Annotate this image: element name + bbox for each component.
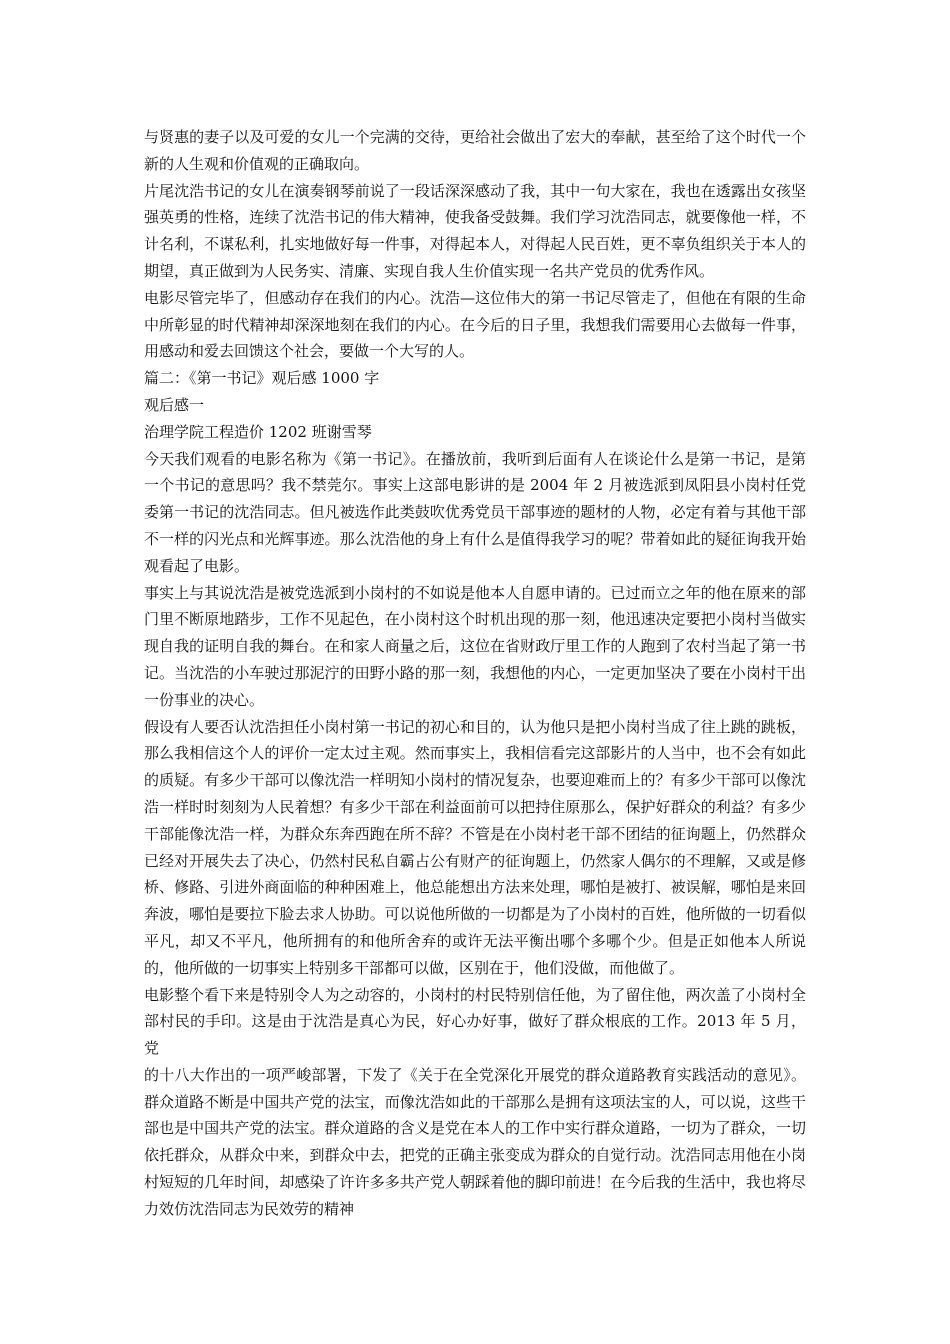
section-heading: 篇二：《第一书记》观后感 1000 字 (144, 369, 380, 388)
paragraph-7: 电影整个看下来是特别令人为之动容的，小岗村的村民特别信任他，为了留住他，两次盖了小岗村全部村民的手印。这是由于沈浩是真心为民，好心办好事，做好了群众根底的工作。2013 年 5 月，党 (144, 985, 806, 1058)
author-line: 治理学院工程造价 1202 班谢雪琴 (144, 422, 372, 441)
paragraph-3: 电影尽管完毕了，但感动存在我们的内心。沈浩—这位伟大的第一书记尽管走了，但他在有限的生命中所彰显的时代精神却深深地刻在我们的内心。在今后的日子里，我想我们需要用心去做每一件事，用感动和爱去回馈这个社会，要做一个大写的人。 (144, 288, 806, 361)
document-body (144, 124, 806, 1223)
paragraph-2: 片尾沈浩书记的女儿在演奏钢琴前说了一段话深深感动了我，其中一句大家在，我也在透露出女孩坚强英勇的性格，连续了沈浩书记的伟大精神，使我备受鼓舞。我们学习沈浩同志，就要像他一样，不计名利，不谋私利，扎实地做好每一件事，对得起本人，对得起人民百姓，更不辜负组织关于本人的期望，真正做到为人民务实、清廉、实现自我人生价值实现一名共产党员的优秀作风。 (144, 181, 806, 280)
paragraph-6: 假设有人要否认沈浩担任小岗村第一书记的初心和目的，认为他只是把小岗村当成了往上跳的跳板，那么我相信这个人的评价一定太过主观。然而事实上，我相信看完这部影片的人当中，也不会有如此的质疑。有多少干部可以像沈浩一样明知小岗村的情况复杂，也要迎难而上的？有多少干部可以像沈浩一样时时刻刻为人民着想？有多少干部在利益面前可以把持住原那么，保护好群众的利益？有多少干部能像沈浩一样，为群众东奔西跑在所不辞？不管是在小岗村老干部不团结的征询题上，仍然群众已经对开展失去了决心，仍然村民私自霸占公有财产的征询题上，仍然家人偶尔的不理解，又或是修桥、修路、引进外商面临的种种困难上，他总能想出方法来处理，哪怕是被打、被误解，哪怕是来回奔波，哪怕是要拉下脸去求人协助。可以说他所做的一切都是为了小岗村的百姓，他所做的一切看似平凡，却又不平凡，他所拥有的和他所舍弃的或许无法平衡出哪个多哪个少。但是正如他本人所说的，他所做的一切事实上特别多干部都可以做，区别在于，他们没做，而他做了。 (144, 717, 806, 977)
paragraph-1: 与贤惠的妻子以及可爱的女儿一个完满的交待，更给社会做出了宏大的奉献，甚至给了这个时代一个新的人生观和价值观的正确取向。 (144, 128, 806, 173)
paragraph-8: 的十八大作出的一项严峻部署，下发了《关于在全党深化开展党的群众道路教育实践活动的意见》。群众道路不断是中国共产党的法宝，而像沈浩如此的干部那么是拥有这项法宝的人，可以说，这些干部也是中国共产党的法宝。群众道路的含义是党在本人的工作中实行群众道路，一切为了群众，一切依托群众，从群众中来，到群众中去，把党的正确主张变成为群众的自觉行动。沈浩同志用他在小岗村短短的几年时间，却感染了许许多多共产党人朝踩着他的脚印前进！在今后我的生活中，我也将尽力效仿沈浩同志为民效劳的精神 (144, 1065, 806, 1218)
subsection-title: 观后感一 (144, 395, 205, 414)
paragraph-5: 事实上与其说沈浩是被党选派到小岗村的不如说是他本人自愿申请的。已过而立之年的他在原来的部门里不断原地踏步，工作不见起色，在小岗村这个时机出现的那一刻，他迅速决定要把小岗村当做实现自我的证明自我的舞台。在和家人商量之后，这位在省财政厅里工作的人跑到了农村当起了第一书记。当沈浩的小车驶过那泥泞的田野小路的那一刻，我想他的内心，一定更加坚决了要在小岗村干出一份事业的决心。 (144, 583, 806, 709)
paragraph-4: 今天我们观看的电影名称为《第一书记》。在播放前，我听到后面有人在谈论什么是第一书记，是第一个书记的意思吗？我不禁莞尔。事实上这部电影讲的是 2004 年 2 月被选派到凤阳县小岗村任党委第一书记的沈浩同志。但凡被选作此类鼓吹优秀党员干部事迹的题材的人物，必定有着与其他干部不一样的闪光点和光辉事迹。那么沈浩他的身上有什么是值得我学习的呢？带着如此的疑征询我开始观看起了电影。 (144, 449, 806, 575)
